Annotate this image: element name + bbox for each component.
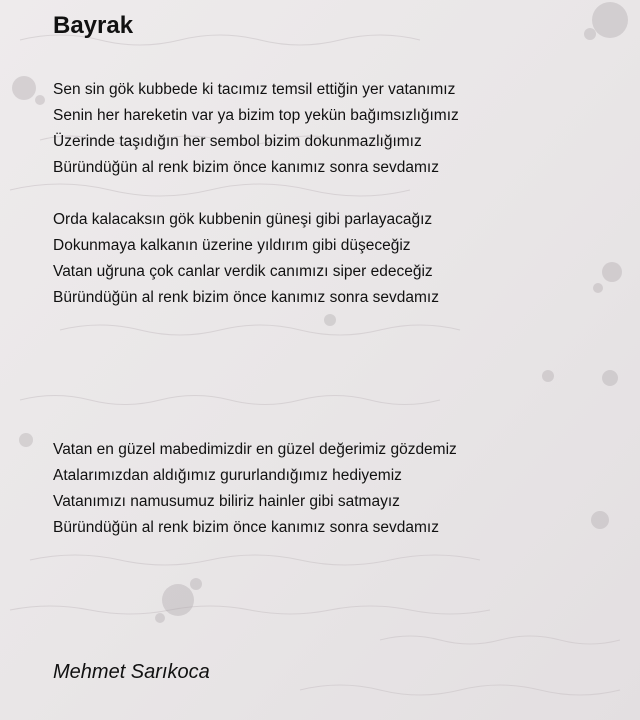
poem-line: Atalarımızdan aldığımız gururlandığımız hediyemiz	[53, 467, 402, 484]
poem-line: Vatan uğruna çok canlar verdik canımızı siper edeceğiz	[53, 263, 433, 280]
poem-line: Senin her hareketin var ya bizim top yekün bağımsızlığımız	[53, 107, 459, 124]
poem-line: Sen sin gök kubbede ki tacımız temsil ettiğin yer vatanımız	[53, 81, 456, 98]
poem-line: Orda kalacaksın gök kubbenin güneşi gibi parlayacağız	[53, 211, 433, 228]
stanza-1	[53, 77, 459, 181]
poem-author: Mehmet Sarıkoca	[53, 661, 210, 683]
poem-title: Bayrak	[53, 12, 134, 39]
poem-line: Büründüğün al renk bizim önce kanımız sonra sevdamız	[53, 519, 439, 536]
stanza-2	[53, 207, 439, 311]
poem-line: Büründüğün al renk bizim önce kanımız sonra sevdamız	[53, 159, 439, 176]
stanza-3	[53, 437, 457, 541]
poem-line: Vatan en güzel mabedimizdir en güzel değerimiz gözdemiz	[53, 441, 457, 458]
poem-line: Üzerinde taşıdığın her sembol bizim dokunmazlığımız	[53, 133, 422, 150]
poem-line: Dokunmaya kalkanın üzerine yıldırım gibi düşeceğiz	[53, 237, 411, 254]
poem-line: Vatanımızı namusumuz biliriz hainler gibi satmayız	[53, 493, 400, 510]
poem-line: Büründüğün al renk bizim önce kanımız sonra sevdamız	[53, 289, 439, 306]
